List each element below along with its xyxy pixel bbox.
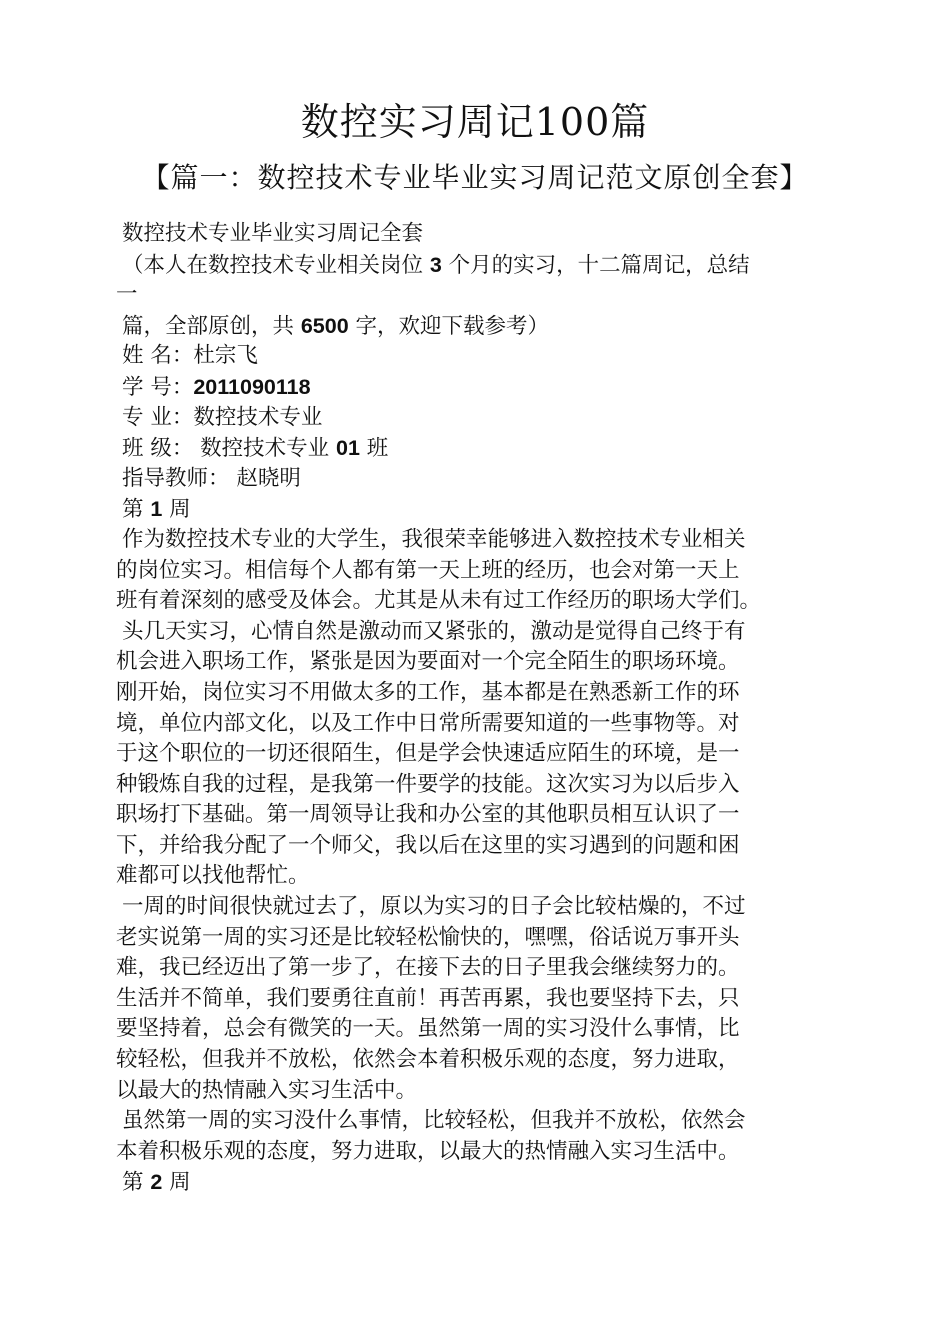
text-line: 学 号：2011090118 [122, 374, 311, 400]
text-line: 指导教师： 赵晓明 [122, 465, 301, 491]
document-title: 数控实习周记100篇 [300, 100, 650, 144]
document-body [116, 219, 876, 1198]
text-line: 一周的时间很快就过去了，原以为实习的日子会比较枯燥的，不过 [122, 894, 746, 920]
text-line: 以最大的热情融入实习生活中。 [116, 1077, 418, 1103]
text-line: 种锻炼自我的过程，是我第一件要学的技能。这次实习为以后步入 [116, 771, 740, 797]
text-line: 老实说第一周的实习还是比较轻松愉快的，嘿嘿，俗话说万事开头 [116, 924, 740, 950]
text-line: 作为数控技术专业的大学生，我很荣幸能够进入数控技术专业相关 [122, 526, 746, 552]
text-line: 本着积极乐观的态度，努力进取，以最大的热情融入实习生活中。 [116, 1138, 740, 1164]
text-line: 头几天实习，心情自然是激动而又紧张的，激动是觉得自己终于有 [122, 618, 746, 644]
text-line: 要坚持着，总会有微笑的一天。虽然第一周的实习没什么事情，比 [116, 1016, 740, 1042]
text-line: 第 1 周 [122, 497, 191, 523]
text-line: 刚开始，岗位实习不用做太多的工作，基本都是在熟悉新工作的环 [116, 679, 740, 705]
text-line: 班 级： 数控技术专业 01 班 [122, 436, 389, 462]
text-line: 数控技术专业毕业实习周记全套 [122, 221, 424, 246]
text-line: 一 [116, 282, 138, 308]
text-line: （本人在数控技术专业相关岗位 3 个月的实习，十二篇周记，总结 [122, 252, 750, 278]
text-line: 下，并给我分配了一个师父，我以后在这里的实习遇到的问题和困 [116, 832, 740, 858]
text-line: 姓 名：杜宗飞 [122, 343, 258, 369]
text-line: 于这个职位的一切还很陌生，但是学会快速适应陌生的环境，是一 [116, 741, 740, 767]
text-line: 第 2 周 [122, 1170, 191, 1196]
text-line: 的岗位实习。相信每个人都有第一天上班的经历，也会对第一天上 [116, 557, 740, 583]
text-line: 职场打下基础。第一周领导让我和办公室的其他职员相互认识了一 [116, 802, 740, 828]
text-line: 较轻松，但我并不放松，依然会本着积极乐观的态度，努力进取， [116, 1047, 740, 1073]
text-line: 难都可以找他帮忙。 [116, 863, 310, 889]
text-line: 专 业：数控技术专业 [122, 404, 323, 430]
text-line: 篇，全部原创，共 6500 字，欢迎下载参考） [122, 313, 550, 339]
document-subtitle: 【篇一：数控技术专业毕业实习周记范文原创全套】 [141, 161, 809, 194]
text-line: 生活并不简单，我们要勇往直前！再苦再累，我也要坚持下去，只 [116, 985, 740, 1011]
text-line: 班有着深刻的感受及体会。尤其是从未有过工作经历的职场大学们。 [116, 588, 762, 614]
text-line: 虽然第一周的实习没什么事情，比较轻松，但我并不放松，依然会 [122, 1108, 746, 1134]
text-line: 境，单位内部文化，以及工作中日常所需要知道的一些事物等。对 [116, 710, 740, 736]
text-line: 难，我已经迈出了第一步了，在接下去的日子里我会继续努力的。 [116, 955, 740, 981]
text-line: 机会进入职场工作，紧张是因为要面对一个完全陌生的职场环境。 [116, 649, 740, 675]
